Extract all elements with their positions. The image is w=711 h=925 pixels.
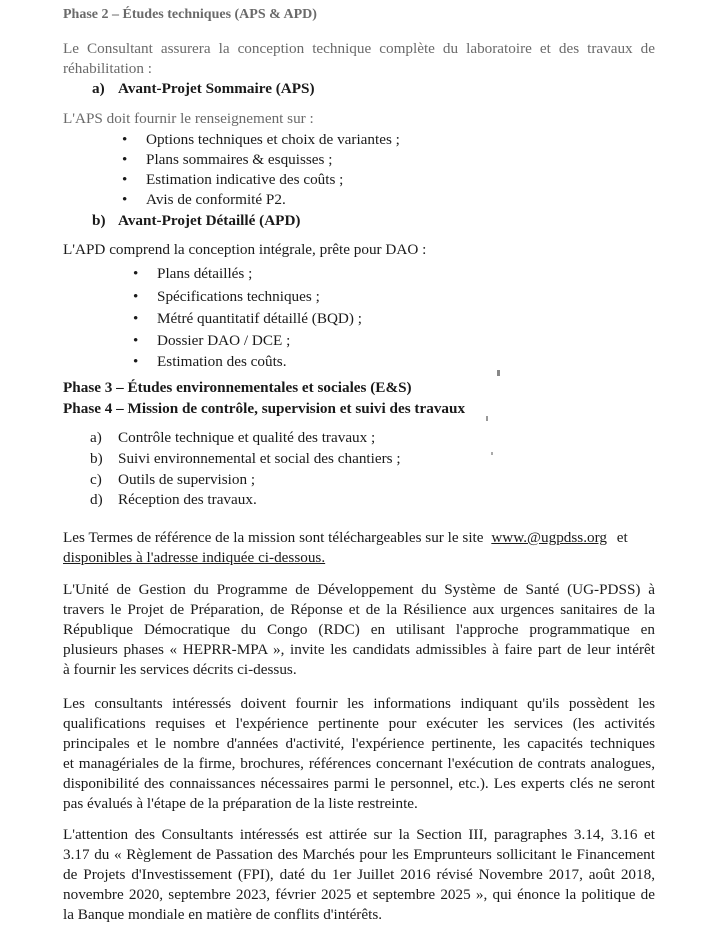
para-consultants-line: qualifications requises et l'expérience pertinente pour exécuter les services (les activités xyxy=(63,715,655,732)
para-ugpdss-line: travers le Projet de Préparation, de Réponse et de la Résilience aux urgences sanitaires de la xyxy=(63,601,655,618)
para-ugpdss-line: République Démocratique du Congo (RDC) en utilisant l'approche programmatique en xyxy=(63,621,655,638)
para-ugpdss-line: L'Unité de Gestion du Programme de Développement du Système de Santé (UG-PDSS) à xyxy=(63,581,655,598)
phase4-item-label: d) xyxy=(90,491,103,508)
phase2-intro-line1: Le Consultant assurera la conception technique complète du laboratoire et des travaux de xyxy=(63,40,655,57)
apd-lead: L'APD comprend la conception intégrale, prête pour DAO : xyxy=(63,241,427,258)
phase4-item-text: Outils de supervision ; xyxy=(118,471,256,488)
phase4-item-text: Réception des travaux. xyxy=(118,491,257,508)
tor-tail: et xyxy=(616,529,628,546)
aps-item: • Estimation indicative des coûts ; xyxy=(146,170,343,190)
para-attention-line: la Banque mondiale en matière de conflits d'intérêts. xyxy=(63,906,383,923)
aps-title: Avant-Projet Sommaire (APS) xyxy=(118,80,315,97)
apd-item: • Métré quantitatif détaillé (BQD) ; xyxy=(157,309,362,329)
aps-item: • Plans sommaires & esquisses ; xyxy=(146,150,332,170)
phase4-item xyxy=(90,470,256,490)
apd-title: Avant-Projet Détaillé (APD) xyxy=(118,212,301,229)
para-ugpdss-line: à fournir les services décrits ci-dessus. xyxy=(63,661,297,678)
tor-line2: disponibles à l'adresse indiquée ci-dessous. xyxy=(63,549,326,566)
aps-lead: L'APS doit fournir le renseignement sur : xyxy=(63,110,314,127)
scan-speck xyxy=(497,370,500,376)
para-consultants-line: disponibilité des connaissances nécessaires parmi le personnel, etc.). Les experts clés ne seront xyxy=(63,775,655,792)
phase2-heading: Phase 2 – Études techniques (APS & APD) xyxy=(63,7,317,22)
apd-item: • Spécifications techniques ; xyxy=(157,287,320,307)
para-consultants-line: Les consultants intéressés doivent fournir les informations indiquant qu'ils possèdent les xyxy=(63,695,655,712)
apd-item: • Plans détaillés ; xyxy=(157,264,252,284)
tor-website-link[interactable]: www.@ugpdss.org xyxy=(491,529,607,546)
tor-text: Les Termes de référence de la mission sont téléchargeables sur le site xyxy=(63,529,484,546)
scan-speck xyxy=(491,452,493,455)
para-consultants-line: et managériales de la firme, brochures, références concernant l'exécution de contrats analogues, xyxy=(63,755,655,772)
para-attention-line: de Projets d'Investissement (FPI), daté du 1er Juillet 2016 révisé Novembre 2017, août 2018, xyxy=(63,866,655,883)
para-consultants-line: principales et le nombre d'années d'activité, l'expérience pertinente, les capacités techniques xyxy=(63,735,655,752)
para-ugpdss-line: plusieurs phases « HEPRR-MPA », invite les candidats admissibles à faire part de leur intérêt xyxy=(63,641,655,658)
phase2-intro-line2: réhabilitation : xyxy=(63,60,152,77)
para-attention-line: L'attention des Consultants intéressés est attirée sur la Section III, paragraphes 3.14, 3.16 et xyxy=(63,826,655,843)
apd-item: • Dossier DAO / DCE ; xyxy=(157,331,290,351)
phase4-item-text: Suivi environnemental et social des chantiers ; xyxy=(118,450,401,467)
phase4-item xyxy=(90,449,401,469)
phase3-heading: Phase 3 – Études environnementales et sociales (E&S) xyxy=(63,379,412,396)
para-attention-line: novembre 2020, septembre 2023, février 2025 et septembre 2025 », qui énonce la politique de xyxy=(63,886,655,903)
phase4-item-label: a) xyxy=(90,429,102,446)
phase4-item xyxy=(90,490,257,510)
para-consultants-line: pas évalués à l'étape de la préparation de la liste restreinte. xyxy=(63,795,418,812)
scan-speck xyxy=(486,416,488,421)
aps-item: • Options techniques et choix de variantes ; xyxy=(146,130,400,150)
phase4-item xyxy=(90,428,376,448)
phase4-heading: Phase 4 – Mission de contrôle, supervision et suivi des travaux xyxy=(63,400,466,417)
phase4-item-label: b) xyxy=(90,450,103,467)
tor-line1 xyxy=(63,528,628,548)
apd-label: b) xyxy=(92,212,106,229)
phase4-item-text: Contrôle technique et qualité des travaux ; xyxy=(118,429,376,446)
para-attention-line: 3.17 du « Règlement de Passation des Marchés pour les Emprunteurs sollicitant le Financement xyxy=(63,846,655,863)
aps-item: • Avis de conformité P2. xyxy=(146,190,286,210)
phase4-item-label: c) xyxy=(90,471,102,488)
apd-item: • Estimation des coûts. xyxy=(157,352,287,372)
aps-label: a) xyxy=(92,80,105,97)
